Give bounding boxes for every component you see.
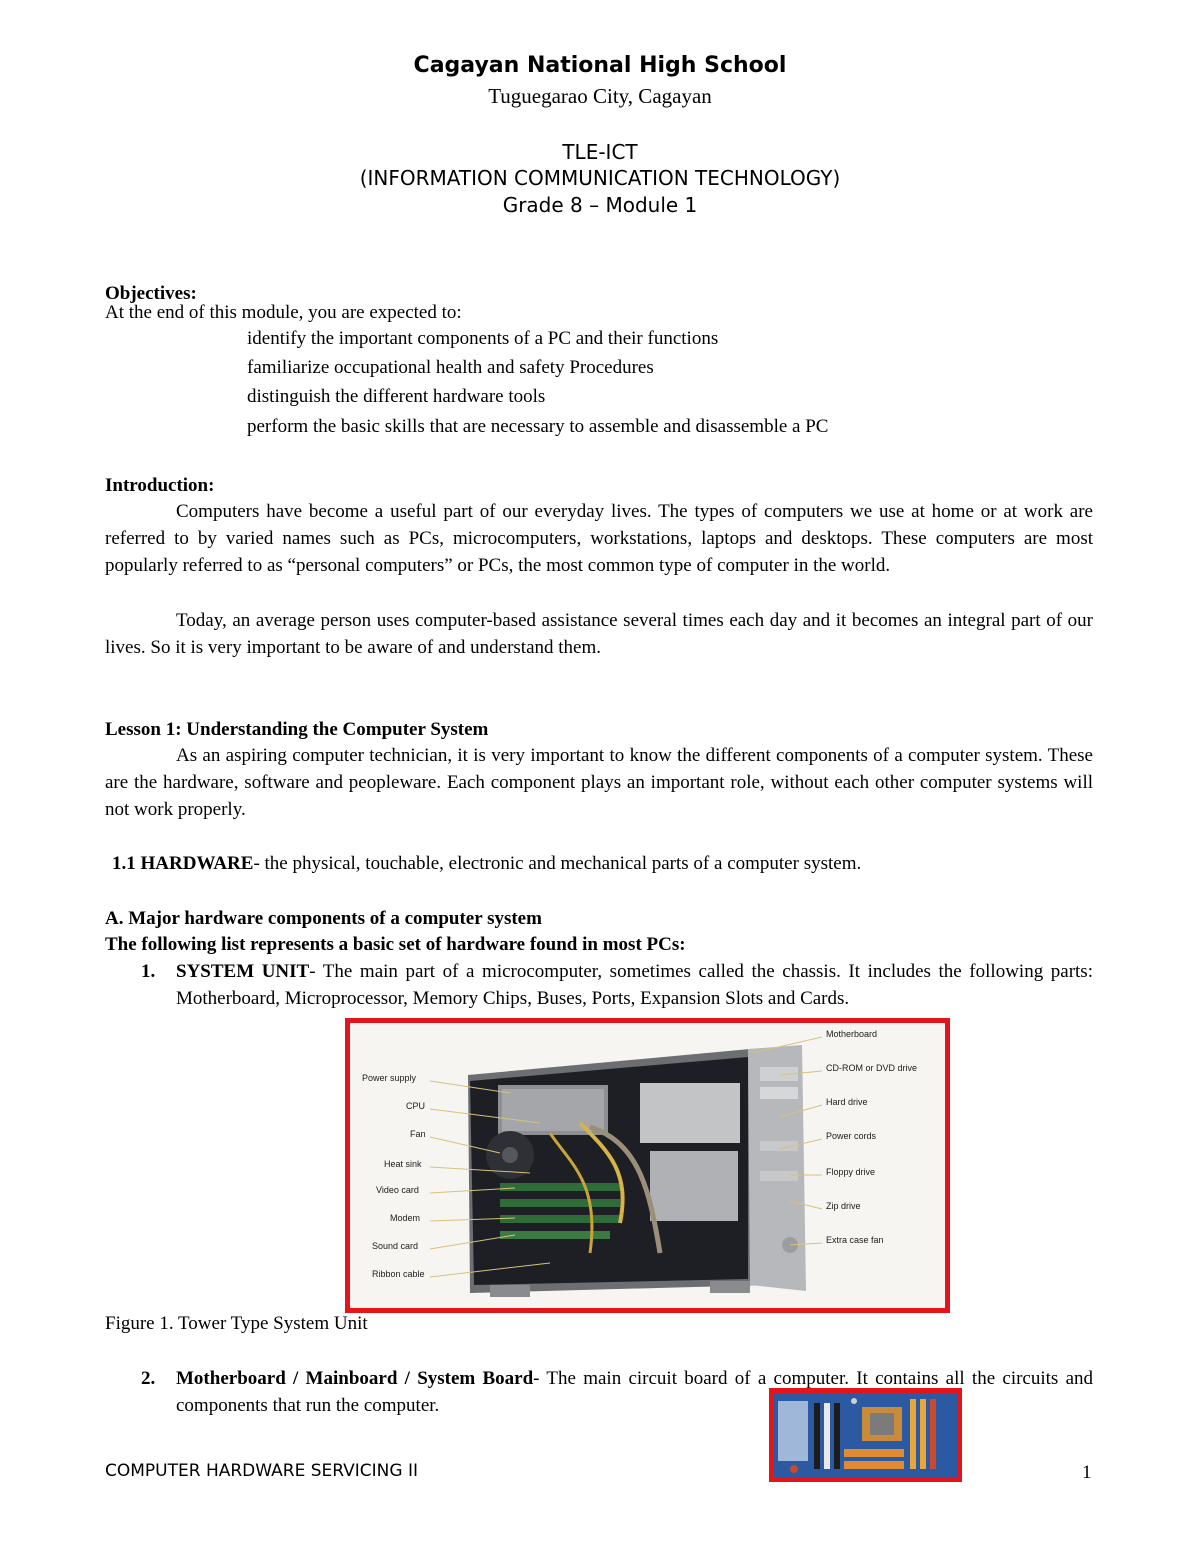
figure-label: CD-ROM or DVD drive [826, 1063, 918, 1073]
hardware-definition [112, 850, 1092, 877]
system-unit-term: SYSTEM UNIT [176, 961, 310, 982]
hardware-definition-text: - the physical, touchable, electronic and mechanical parts of a computer system. [253, 853, 862, 874]
figure-label: Power supply [362, 1073, 417, 1083]
list-number: 2. [141, 1368, 156, 1389]
lesson1-heading: Lesson 1: Understanding the Computer System [105, 719, 489, 740]
objectives-heading: Objectives: [105, 283, 197, 304]
figure-label: Video card [376, 1185, 419, 1195]
figure-label: Extra case fan [826, 1235, 884, 1245]
figure-label: Motherboard [826, 1029, 878, 1039]
lesson1-paragraph: As an aspiring computer technician, it is very important to know the different components of a computer system. These are the hardware, software and peopleware. Each component plays an important role, without each other computer systems will not work properly. [105, 745, 1093, 820]
objective-item: identify the important components of a PC and their functions [247, 328, 719, 349]
subject-code: TLE-ICT [562, 140, 638, 164]
figure-label: Heat sink [384, 1159, 422, 1169]
objective-item: distinguish the different hardware tools [247, 386, 546, 407]
objective-item: perform the basic skills that are necessary to assemble and disassemble a PC [247, 416, 829, 437]
figure-1-caption: Figure 1. Tower Type System Unit [105, 1313, 368, 1334]
figure-label: Sound card [372, 1241, 419, 1251]
footer-course-name: COMPUTER HARDWARE SERVICING II [105, 1461, 418, 1481]
section-a-heading: A. Major hardware components of a computer system [105, 908, 542, 929]
figure-label: Ribbon cable [372, 1269, 425, 1279]
figure-1-frame [345, 1018, 950, 1313]
hardware-term: 1.1 HARDWARE [112, 853, 254, 874]
subject-full-name: (INFORMATION COMMUNICATION TECHNOLOGY) [359, 166, 841, 190]
page-number: 1 [1082, 1462, 1092, 1483]
figure-label: Hard drive [826, 1097, 868, 1107]
figure-label: Zip drive [826, 1201, 861, 1211]
figure-label: Power cords [826, 1131, 877, 1141]
introduction-heading: Introduction: [105, 475, 215, 496]
motherboard-term: Motherboard / Mainboard / System Board [176, 1368, 534, 1389]
motherboard-photo-frame [769, 1388, 962, 1482]
introduction-paragraph-1: Computers have become a useful part of our everyday lives. The types of computers we use at home or at work are referred to by varied names such as PCs, microcomputers, workstations, laptops and desktops. These computers are most popularly referred to as “personal computers” or PCs, the most common type of computer in the world. [105, 501, 1093, 576]
objectives-intro: At the end of this module, you are expected to: [105, 302, 462, 323]
school-name: Cagayan National High School [413, 53, 787, 78]
section-a-subheading: The following list represents a basic set of hardware found in most PCs: [105, 934, 686, 955]
system-unit-item [176, 958, 1093, 1012]
figure-label: CPU [406, 1101, 426, 1111]
figure-label: Modem [390, 1213, 421, 1223]
figure-label: Floppy drive [826, 1167, 876, 1177]
motherboard-description: - The main circuit board of a computer. It contains all the circuits and components that run the computer. [176, 1368, 1094, 1416]
system-unit-photo [350, 1023, 945, 1308]
figure-label: Fan [410, 1129, 426, 1139]
list-number: 1. [141, 961, 156, 982]
motherboard-photo [774, 1393, 957, 1477]
grade-module: Grade 8 – Module 1 [502, 193, 698, 217]
objective-item: familiarize occupational health and safety Procedures [247, 357, 654, 378]
system-unit-description: - The main part of a microcomputer, sometimes called the chassis. It includes the following parts: Motherboard, Microprocessor, Memory Chips, Buses, Ports, Expansion Slots and Cards. [176, 961, 1093, 1009]
school-city: Tuguegarao City, Cagayan [488, 84, 712, 108]
introduction-paragraph-2: Today, an average person uses computer-based assistance several times each day and it becomes an integral part of our lives. So it is very important to be aware of and understand them. [105, 610, 1093, 658]
